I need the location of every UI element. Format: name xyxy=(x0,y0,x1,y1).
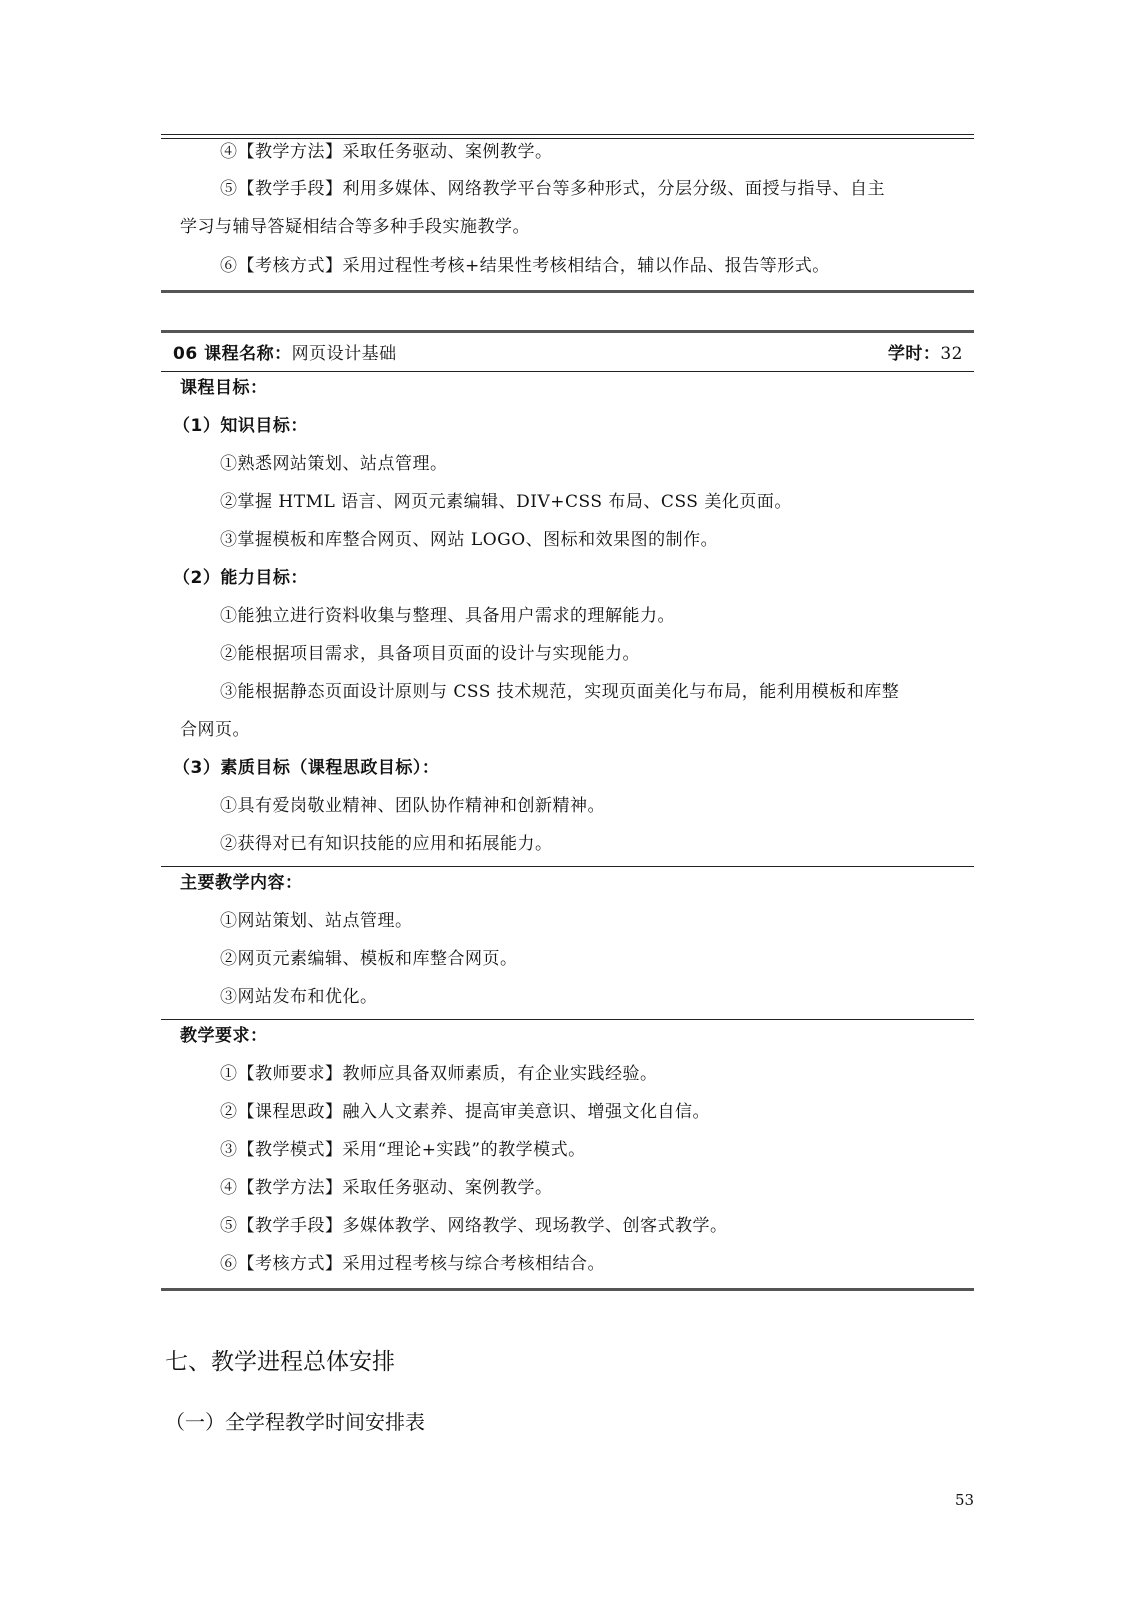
knowledge-item: ③掌握模板和库整合网页、网站 LOGO、图标和效果图的制作。 xyxy=(220,530,719,550)
prev-req-item-5-line1: ⑤【教学手段】利用多媒体、网络教学平台等多种形式，分层分级、面授与指导、自主 xyxy=(220,179,885,199)
course-header-row xyxy=(173,344,963,364)
prev-req-item-6: ⑥【考核方式】采用过程性考核+结果性考核相结合，辅以作品、报告等形式。 xyxy=(220,256,830,276)
course-hours-label: 学时： xyxy=(887,344,941,364)
requirements-title: 教学要求： xyxy=(180,1026,268,1046)
subsection-heading: （一）全学程教学时间安排表 xyxy=(165,1410,425,1434)
course-name-value: 网页设计基础 xyxy=(291,344,397,364)
goals-title: 课程目标： xyxy=(180,378,268,398)
knowledge-title: （1）知识目标： xyxy=(173,416,308,436)
content-item: ②网页元素编辑、模板和库整合网页。 xyxy=(220,949,518,969)
requirement-item: ④【教学方法】采取任务驱动、案例教学。 xyxy=(220,1178,553,1198)
ability-item: ①能独立进行资料收集与整理、具备用户需求的理解能力。 xyxy=(220,606,675,626)
requirement-item: ②【课程思政】融入人文素养、提高审美意识、增强文化自信。 xyxy=(220,1102,710,1122)
course-table-top-rule xyxy=(161,330,974,333)
content-item: ①网站策划、站点管理。 xyxy=(220,911,413,931)
ability-title: （2）能力目标： xyxy=(173,568,308,588)
section-heading: 七、教学进程总体安排 xyxy=(165,1349,395,1375)
requirement-item: ⑥【考核方式】采用过程考核与综合考核相结合。 xyxy=(220,1254,605,1274)
content-title: 主要教学内容： xyxy=(180,873,303,893)
prev-req-item-5-line2: 学习与辅导答疑相结合等多种手段实施教学。 xyxy=(180,217,530,237)
content-item: ③网站发布和优化。 xyxy=(220,987,378,1007)
course-hours-value: 32 xyxy=(940,344,963,364)
quality-item: ①具有爱岗敬业精神、团队协作精神和创新精神。 xyxy=(220,796,605,816)
ability-item: ②能根据项目需求，具备项目页面的设计与实现能力。 xyxy=(220,644,640,664)
page-number: 53 xyxy=(955,1491,975,1509)
ability-item-continued: 合网页。 xyxy=(180,720,250,740)
knowledge-item: ①熟悉网站策划、站点管理。 xyxy=(220,454,448,474)
course-name-label: 06 课程名称： xyxy=(173,344,292,364)
row-divider xyxy=(161,1019,974,1020)
quality-item: ②获得对已有知识技能的应用和拓展能力。 xyxy=(220,834,553,854)
table-top-rule xyxy=(161,134,974,139)
requirement-item: ①【教师要求】教师应具备双师素质，有企业实践经验。 xyxy=(220,1064,658,1084)
row-divider xyxy=(161,371,974,372)
course-hours xyxy=(888,344,963,364)
requirement-item: ⑤【教学手段】多媒体教学、网络教学、现场教学、创客式教学。 xyxy=(220,1216,728,1236)
requirement-item: ③【教学模式】采用“理论+实践”的教学模式。 xyxy=(220,1140,586,1160)
table-bottom-rule xyxy=(161,290,974,293)
course-table-bottom-rule xyxy=(161,1288,974,1291)
prev-req-item-4: ④【教学方法】采取任务驱动、案例教学。 xyxy=(220,142,553,162)
quality-title: （3）素质目标（课程思政目标）： xyxy=(173,758,440,778)
knowledge-item: ②掌握 HTML 语言、网页元素编辑、DIV+CSS 布局、CSS 美化页面。 xyxy=(220,492,792,512)
ability-item: ③能根据静态页面设计原则与 CSS 技术规范，实现页面美化与布局，能利用模板和库整 xyxy=(220,682,900,702)
row-divider xyxy=(161,866,974,867)
course-name xyxy=(173,344,397,364)
